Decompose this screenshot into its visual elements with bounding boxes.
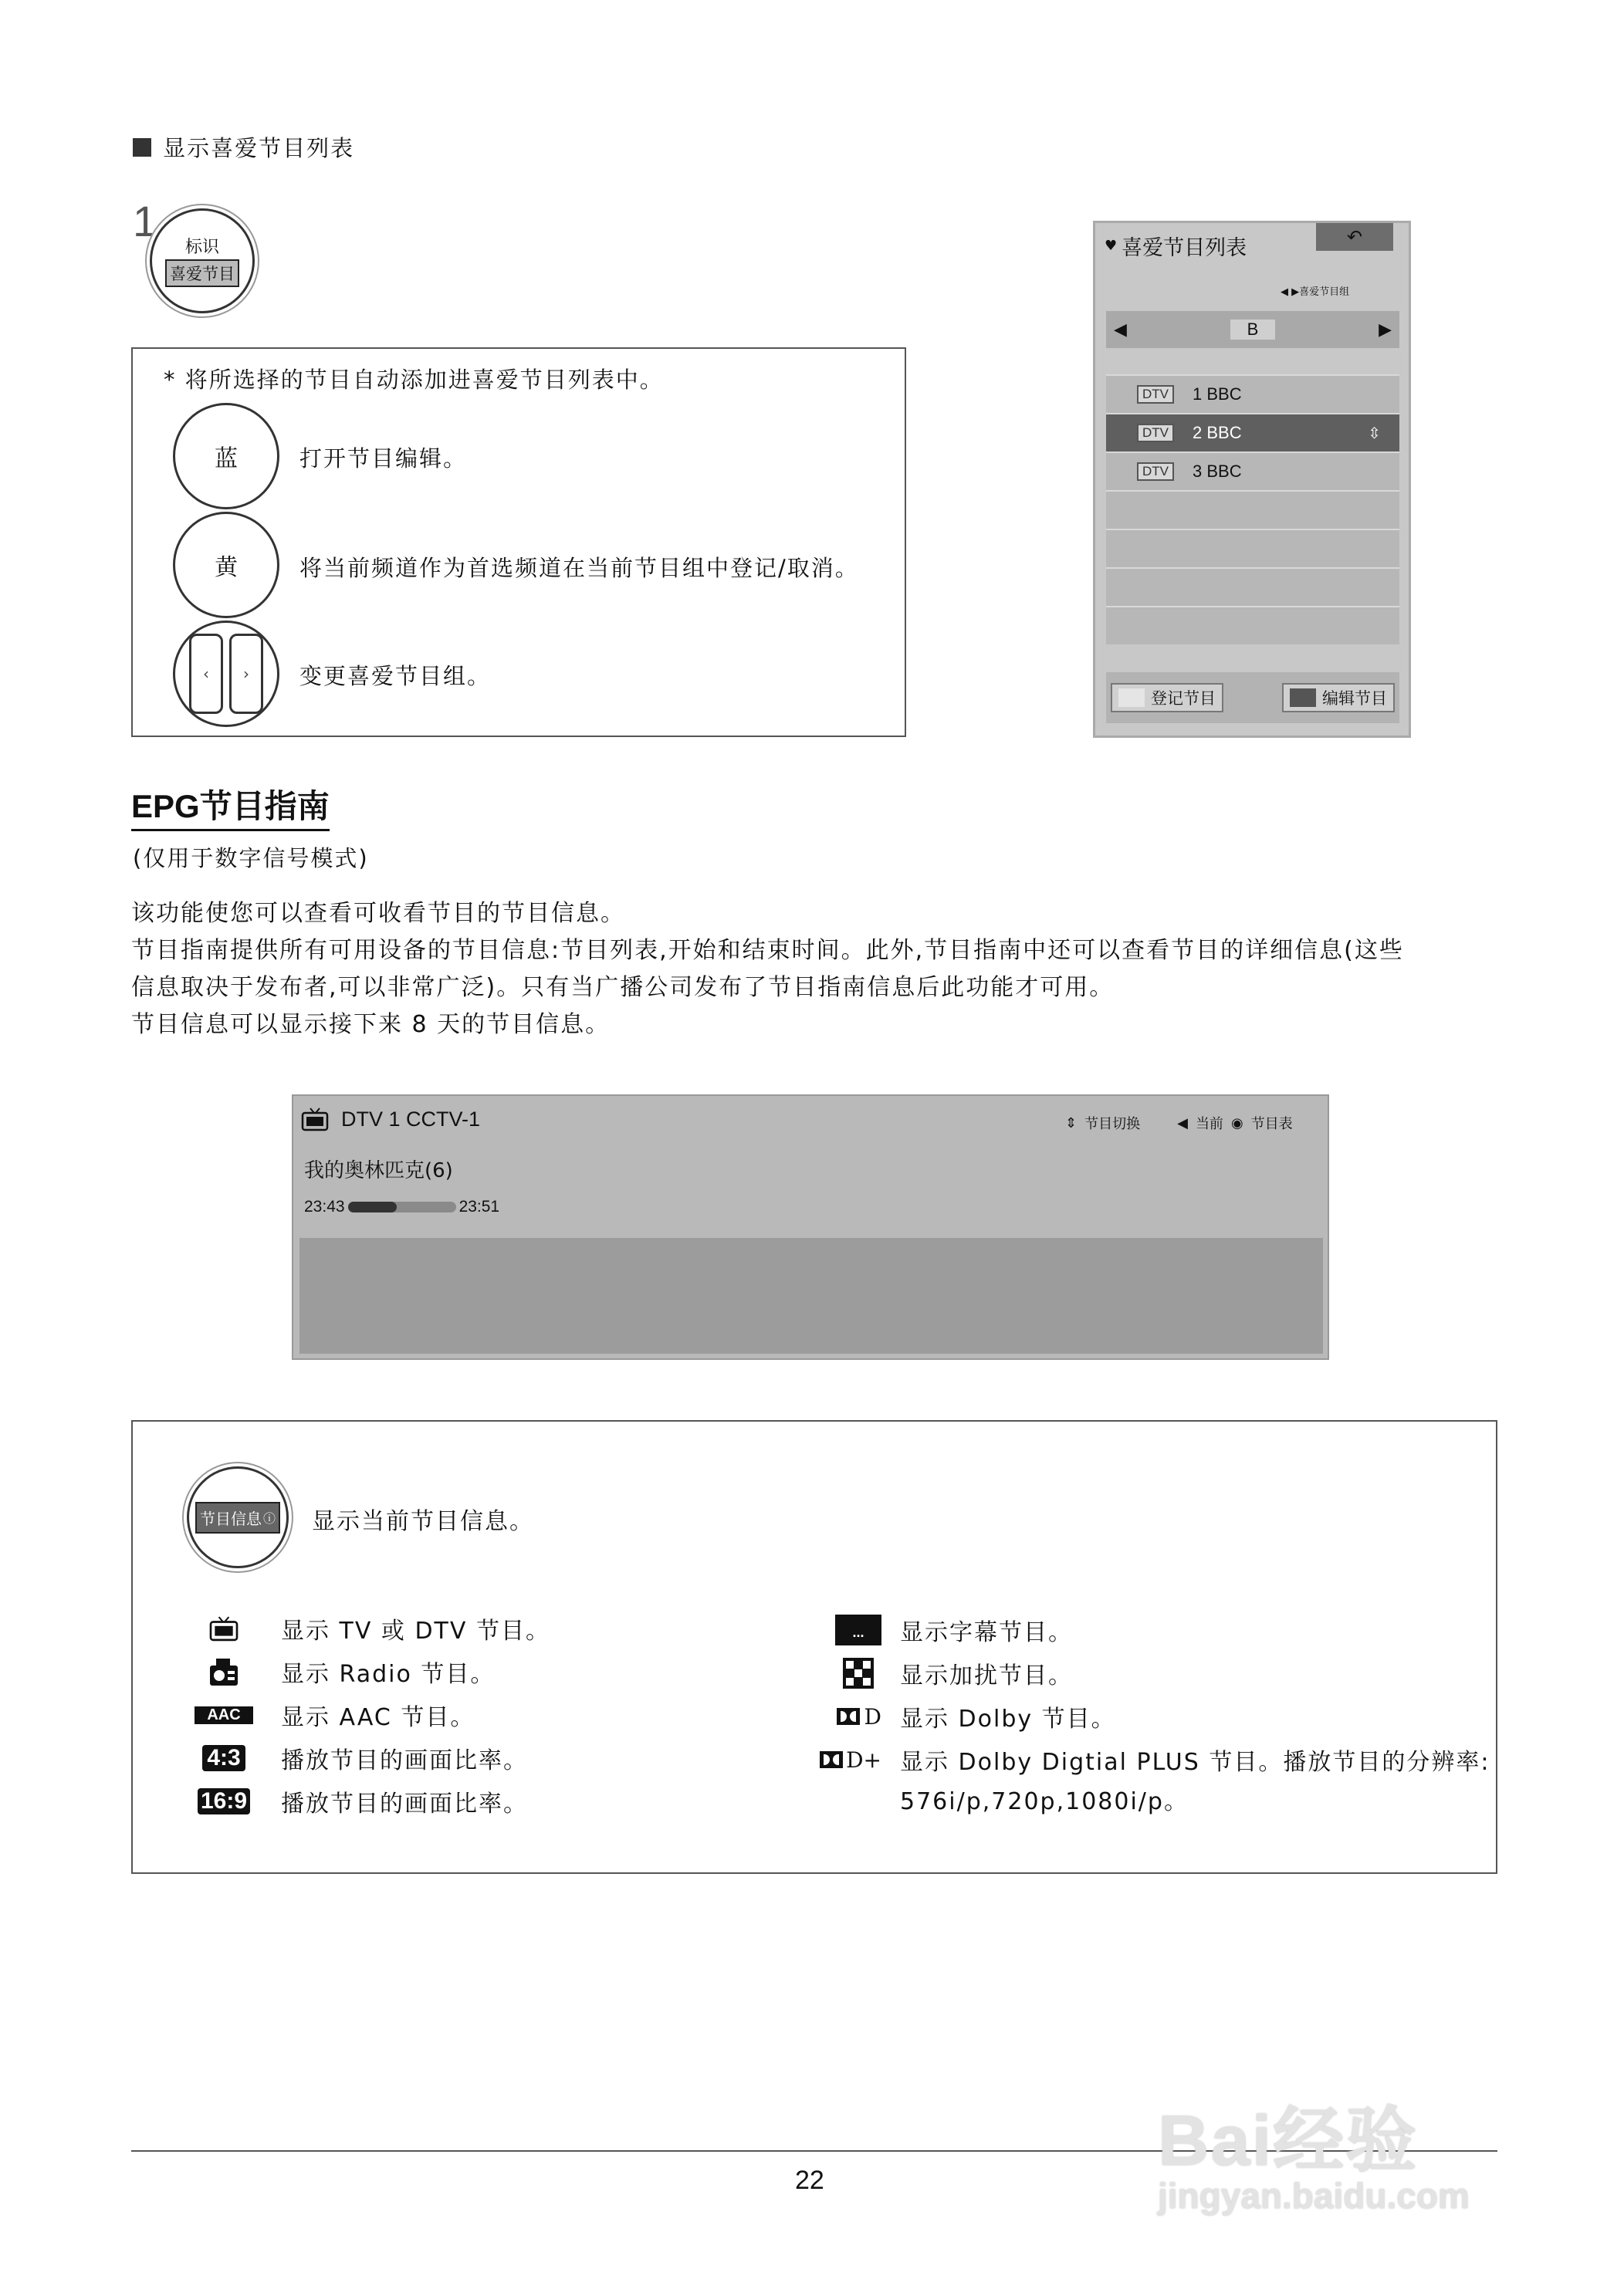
channel-row[interactable] xyxy=(1106,374,1399,413)
chevron-right-icon: › xyxy=(243,665,249,683)
epg-screen xyxy=(292,1094,1329,1360)
heart-icon: ♥ xyxy=(1105,238,1118,254)
yellow-key-label: 黄 xyxy=(215,554,238,581)
epg-channel: DTV 1 CCTV-1 xyxy=(341,1107,481,1131)
group-switch-key[interactable] xyxy=(173,621,279,727)
left-key[interactable] xyxy=(189,634,223,714)
dolby-plus-icon xyxy=(820,1751,843,1768)
legend-text: 显示 AAC 节目。 xyxy=(281,1704,475,1731)
group-value: B xyxy=(1230,320,1276,340)
channel-row-selected[interactable] xyxy=(1106,413,1399,451)
start-time: 23:43 xyxy=(304,1198,345,1216)
section-heading-fav xyxy=(133,131,354,163)
fav-button-line1: 标识 xyxy=(184,238,219,257)
dtv-badge: DTV xyxy=(1137,462,1174,481)
radio-icon xyxy=(208,1656,239,1687)
edit-button[interactable] xyxy=(1282,683,1395,712)
progress-fill xyxy=(348,1202,397,1212)
epg-para-3: 信息取决于发布者,可以非常广泛)。只有当广播公司发布了节目指南信息后此功能才可用。 xyxy=(131,974,1115,1001)
page-number: 22 xyxy=(795,2166,824,2195)
legend-row xyxy=(817,1781,1490,1817)
info-box xyxy=(131,1420,1497,1874)
register-button[interactable] xyxy=(1111,683,1223,712)
legend-row xyxy=(817,1738,1490,1781)
group-prev-icon[interactable]: ◀ xyxy=(1114,320,1127,340)
tv-icon xyxy=(301,1107,329,1131)
fav-panel-header xyxy=(1105,231,1247,261)
hint-current: 当前 xyxy=(1195,1116,1223,1132)
legend-text: 显示 TV 或 DTV 节目。 xyxy=(281,1618,550,1645)
bullet-square xyxy=(133,138,151,157)
fav-list-panel xyxy=(1093,221,1411,738)
info-button-label: 节目信息 xyxy=(199,1509,262,1528)
left-arrow-icon: ◀ xyxy=(1177,1114,1188,1131)
empty-row xyxy=(1106,490,1399,529)
fav-panel-title: 喜爱节目列表 xyxy=(1122,236,1247,260)
channel-label: 1 BBC xyxy=(1193,384,1242,404)
dtv-badge: DTV xyxy=(1137,385,1174,404)
epg-title: EPG节目指南 xyxy=(131,781,330,831)
empty-row xyxy=(1106,606,1399,644)
dolby-letter: D xyxy=(864,1703,881,1730)
legend-text: 显示加扰节目。 xyxy=(900,1662,1073,1689)
legend-text: 显示 Radio 节目。 xyxy=(281,1661,496,1688)
channel-list xyxy=(1106,374,1399,644)
instruction-box xyxy=(131,347,906,737)
group-selector[interactable] xyxy=(1106,311,1399,348)
epg-detail-area xyxy=(299,1238,1323,1354)
dtv-badge: DTV xyxy=(1137,424,1174,442)
epg-para-2: 节目指南提供所有可用设备的节目信息:节目列表,开始和结束时间。此外,节目指南中还可以查看节目的详细信息(这些 xyxy=(131,937,1404,964)
return-button[interactable] xyxy=(1316,223,1393,251)
fav-button-line2: 喜爱节目 xyxy=(165,259,239,287)
chevron-left-icon: ‹ xyxy=(203,665,209,683)
epg-progress xyxy=(304,1198,499,1216)
dolby-plus-letter: D+ xyxy=(846,1747,881,1773)
icon-legend-left xyxy=(191,1607,550,1823)
fav-list-button[interactable] xyxy=(150,208,255,313)
section-heading-text: 显示喜爱节目列表 xyxy=(163,135,355,161)
tv-icon xyxy=(208,1615,239,1642)
empty-row xyxy=(1106,529,1399,567)
instruction-intro: * 将所选择的节目自动添加进喜爱节目列表中。 xyxy=(164,367,664,393)
watermark-logo: Bai经验 xyxy=(1158,2102,1419,2180)
right-key[interactable] xyxy=(229,634,263,714)
legend-text: 显示字幕节目。 xyxy=(900,1619,1073,1646)
channel-row[interactable] xyxy=(1106,451,1399,490)
info-button[interactable] xyxy=(187,1466,289,1568)
legend-row xyxy=(817,1652,1490,1695)
progress-bar xyxy=(348,1202,456,1212)
ratio-16-9-icon: 16:9 xyxy=(198,1788,250,1814)
blue-key[interactable] xyxy=(173,403,279,509)
legend-text: 显示 Dolby Digtial PLUS 节目。播放节目的分辨率: xyxy=(900,1749,1490,1776)
end-time: 23:51 xyxy=(458,1198,500,1216)
legend-text: 播放节目的画面比率。 xyxy=(281,1747,528,1774)
legend-text: 播放节目的画面比率。 xyxy=(281,1791,528,1818)
epg-para-4: 节目信息可以显示接下来 8 天的节目信息。 xyxy=(131,1011,611,1038)
resolution-text: 576i/p,720p,1080i/p。 xyxy=(900,1788,1189,1815)
yellow-key-desc: 将当前频道作为首选频道在当前节目组中登记/取消。 xyxy=(299,555,859,581)
epg-program: 我的奥林匹克(6) xyxy=(304,1159,453,1182)
legend-text: 显示 Dolby 节目。 xyxy=(900,1706,1116,1733)
legend-row xyxy=(817,1608,1490,1652)
return-icon: ↶ xyxy=(1346,226,1363,248)
dolby-icon xyxy=(837,1708,860,1725)
edit-label: 编辑节目 xyxy=(1322,689,1387,708)
blue-key-label: 蓝 xyxy=(215,445,238,472)
epg-channel-header xyxy=(301,1107,480,1131)
legend-row xyxy=(191,1693,550,1737)
group-switch-desc: 变更喜爱节目组。 xyxy=(299,663,492,689)
updown-icon: ⇕ xyxy=(1065,1114,1078,1131)
yellow-key[interactable] xyxy=(173,512,279,618)
ok-icon: ◉ xyxy=(1230,1114,1243,1131)
group-next-icon[interactable]: ▶ xyxy=(1379,320,1392,340)
move-icon[interactable]: ⇳ xyxy=(1368,424,1381,442)
channel-label: 3 BBC xyxy=(1193,462,1242,481)
epg-description xyxy=(131,895,1521,1043)
empty-row xyxy=(1106,567,1399,606)
blue-swatch-icon xyxy=(1290,688,1316,707)
legend-row xyxy=(191,1737,550,1780)
panel-footer xyxy=(1106,672,1399,723)
yellow-swatch-icon xyxy=(1118,688,1145,707)
channel-label: 2 BBC xyxy=(1193,423,1242,442)
aac-icon: AAC xyxy=(195,1706,252,1724)
scrambled-icon xyxy=(843,1658,874,1689)
legend-row xyxy=(191,1607,550,1650)
info-circle-icon: ⓘ xyxy=(262,1510,276,1526)
epg-key-hints xyxy=(1065,1113,1293,1133)
info-button-desc: 显示当前节目信息。 xyxy=(312,1508,534,1535)
subtitle-icon: ... xyxy=(835,1615,881,1645)
step-number: 1 xyxy=(133,197,157,245)
group-hint: ◀ ▶喜爱节目组 xyxy=(1281,286,1350,298)
ratio-4-3-icon: 4:3 xyxy=(202,1745,245,1771)
icon-legend-right xyxy=(817,1608,1490,1817)
hint-list: 节目表 xyxy=(1250,1116,1293,1132)
info-button-face xyxy=(195,1502,280,1534)
legend-row xyxy=(817,1695,1490,1738)
watermark-url: jingyan.baidu.com xyxy=(1158,2176,1470,2216)
register-label: 登记节目 xyxy=(1151,689,1216,708)
blue-key-desc: 打开节目编辑。 xyxy=(299,445,468,472)
hint-switch: 节目切换 xyxy=(1084,1116,1141,1132)
legend-row xyxy=(191,1780,550,1823)
legend-row xyxy=(191,1650,550,1693)
epg-note: (仅用于数字信号模式) xyxy=(133,845,369,871)
epg-para-1: 该功能使您可以查看可收看节目的节目信息。 xyxy=(131,900,625,927)
